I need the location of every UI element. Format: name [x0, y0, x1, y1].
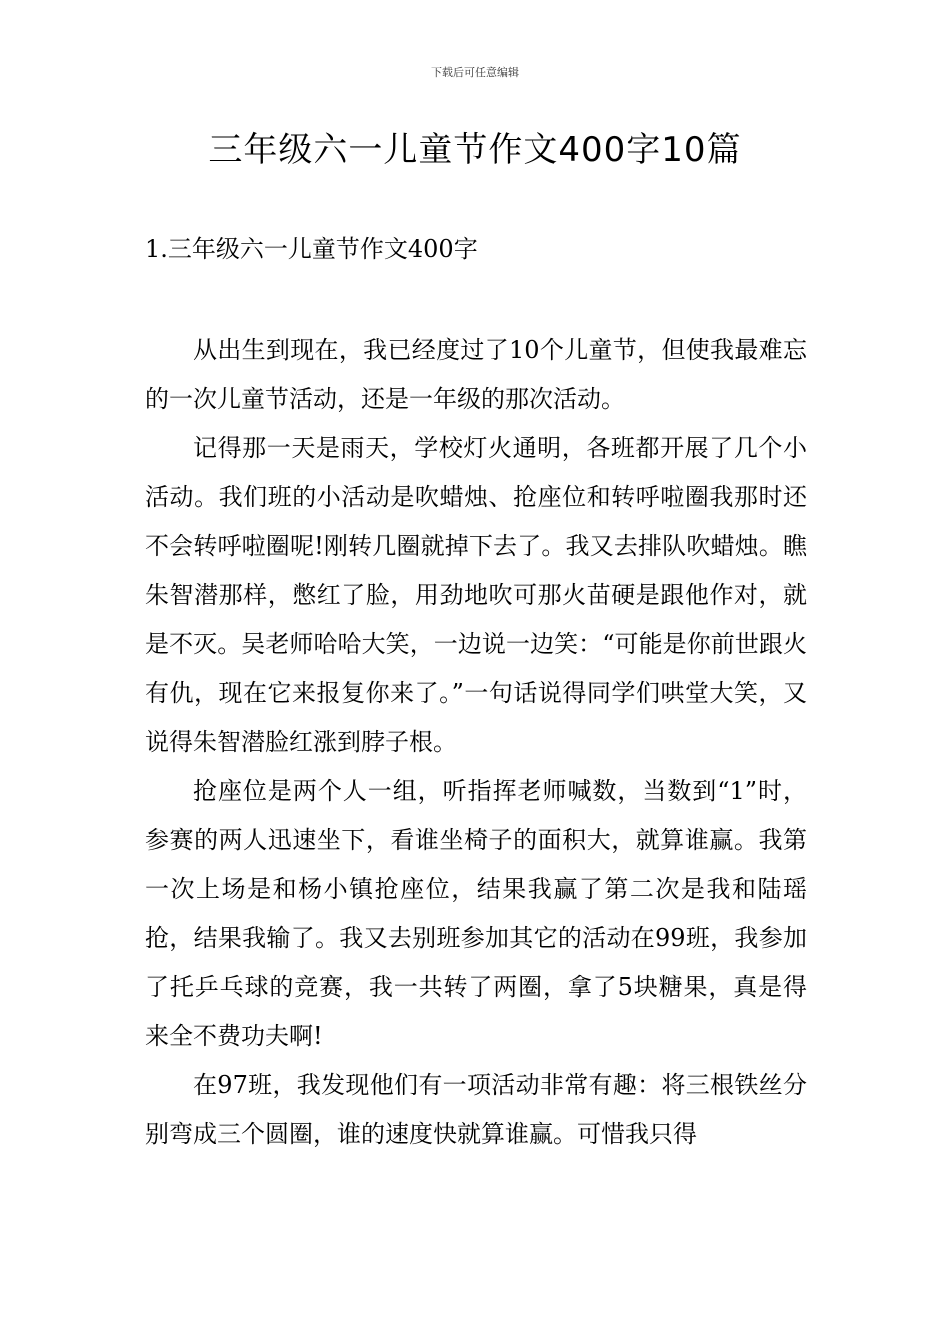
- section-heading: 1.三年级六一儿童节作文400字: [145, 235, 478, 263]
- paragraph: 从出生到现在，我已经度过了10个儿童节，但使我最难忘的一次儿童节活动，还是一年级的那次活动。: [145, 336, 807, 413]
- paragraph: 记得那一天是雨天，学校灯火通明，各班都开展了几个小活动。我们班的小活动是吹蜡烛、抢座位和转呼啦圈我那时还不会转呼啦圈呢!刚转几圈就掉下去了。我又去排队吹蜡烛。瞧朱智潜那样，憋红了脸，用劲地吹可那火苗硬是跟他作对，就是不灭。吴老师哈哈大笑，一边说一边笑：“可能是你前世跟火有仇，现在它来报复你来了。”一句话说得同学们哄堂大笑，又说得朱智潜脸红涨到脖子根。: [145, 434, 807, 756]
- paragraph: 在97班，我发现他们有一项活动非常有趣：将三根铁丝分别弯成三个圆圈，谁的速度快就算谁赢。可惜我只得: [145, 1071, 807, 1148]
- header-note: 下载后可任意编辑: [431, 66, 519, 79]
- essay-body: [145, 326, 807, 1159]
- document-title: 三年级六一儿童节作文400字10篇: [208, 130, 742, 170]
- paragraph: 抢座位是两个人一组，听指挥老师喊数，当数到“1”时，参赛的两人迅速坐下，看谁坐椅子的面积大，就算谁赢。我第一次上场是和杨小镇抢座位，结果我赢了第二次是我和陆瑶抢，结果我输了。我又去别班参加其它的活动在99班，我参加了托乒乓球的竞赛，我一共转了两圈，拿了5块糖果，真是得来全不费功夫啊!: [145, 777, 807, 1050]
